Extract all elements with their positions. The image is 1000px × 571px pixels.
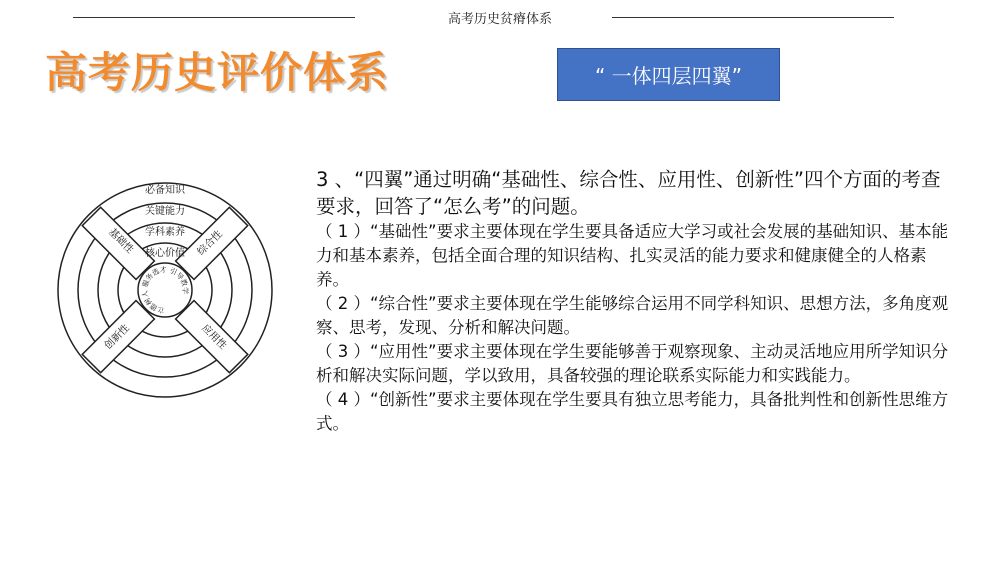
header-title: 高考历史贫瘠体系 bbox=[447, 12, 552, 27]
ring-label-1: 必备知识 bbox=[145, 185, 185, 196]
item-basic: （ 1 ）“基础性”要求主要体现在学生要具备适应大学习或社会发展的基础知识、基本能力和基本素养，包括全面合理的知识结构、扎实灵活的能力要求和健康健全的人格素养。 bbox=[316, 222, 949, 289]
item-applied: （ 3 ）“应用性”要求主要体现在学生要能够善于观察现象、主动灵活地应用所学知识分析和解决实际问题，学以致用，具备较强的理论联系实际能力和实践能力。 bbox=[316, 342, 949, 385]
ring-label-4: 核心价值 bbox=[145, 248, 185, 259]
tag-box bbox=[557, 48, 780, 101]
center-label: 立德树人 服务选才 引导教学 bbox=[140, 265, 190, 315]
ring-label-3: 学科素养 bbox=[145, 227, 185, 238]
item-comprehensive: （ 2 ）“综合性”要求主要体现在学生能够综合运用不同学科知识、思想方法，多角度观察、思考，发现、分析和解决问题。 bbox=[316, 294, 949, 337]
wing-label-4: 创新性 bbox=[102, 322, 132, 352]
ring-label-2: 关键能力 bbox=[145, 206, 185, 217]
wing-label-1: 基础性 bbox=[106, 226, 136, 256]
wing-label-3: 应用性 bbox=[199, 322, 229, 352]
svg-text:立德树人 服务选才 引导教学 bbox=[140, 265, 190, 315]
lead-paragraph: 3 、“四翼”通过明确“基础性、综合性、应用性、创新性”四个方面的考查要求，回答了“怎么考”的问题。 bbox=[316, 168, 941, 218]
tag-label: “ 一体四层四翼” bbox=[594, 64, 743, 88]
wing-label-2: 综合性 bbox=[195, 228, 225, 258]
evaluation-diagram bbox=[55, 165, 275, 405]
item-innovative: （ 4 ）“创新性”要求主要体现在学生要具有独立思考能力，具备批判性和创新性思维方式。 bbox=[316, 390, 949, 433]
content-block bbox=[316, 166, 956, 436]
header-line-right bbox=[612, 17, 894, 18]
page-title: 高考历史评价体系 bbox=[45, 48, 390, 97]
